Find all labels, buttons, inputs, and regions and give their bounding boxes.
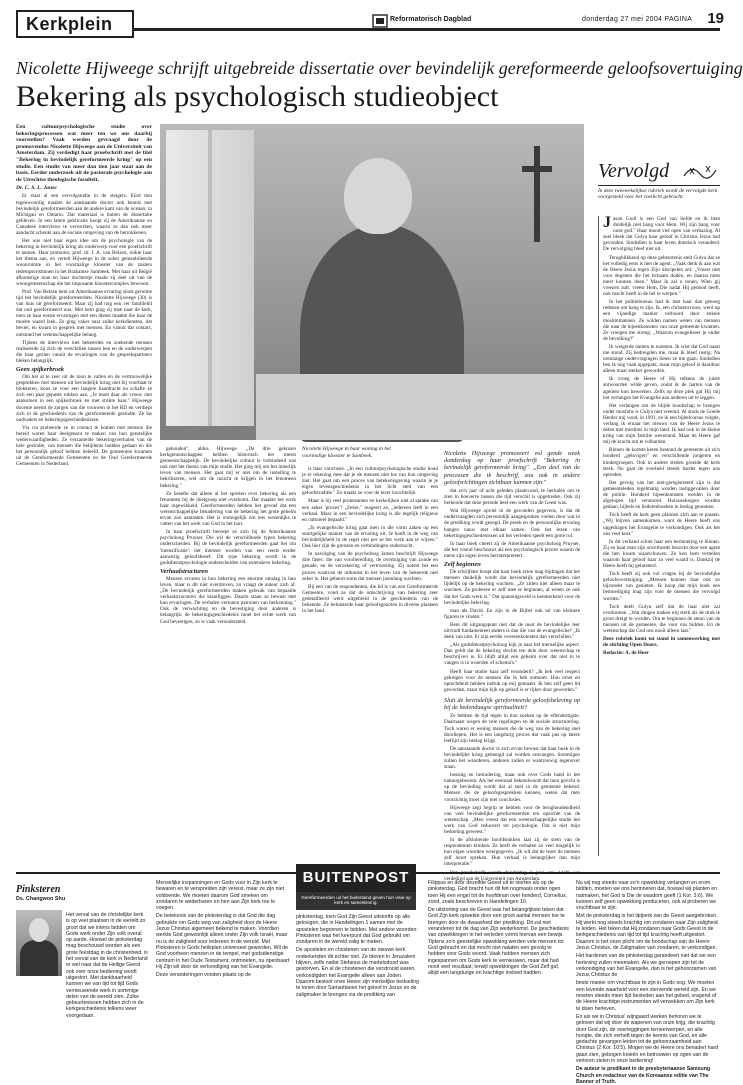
paragraph: Toch deelt Gulya zelf dat de haar niet zal overkomen. „Wat dingen maken mij sterk als de druk te groot dreigt te worden. Om te beginnen de steun van de mensen uit de gemeente, die voor ons bidden. En de wetenschap dat God ons nooit alleen laat." [603, 603, 720, 634]
vervolgd-rule [598, 185, 720, 186]
photo-table [256, 374, 584, 440]
article-byline: Dr. C. S. L. Janse [16, 185, 57, 192]
paragraph: De apostelen en christenen van de nieuwe kerk onderkenden dit echter niet. Ze bleven in Jeruzalem blijven, zelfs nadat Stefanus de martelodood was gestorven. En al de christenen die verstrooid waren, verkondigden het Evangelie alleen aan Joden. Daarom besloot onze Heere zijn merkelijke bedoeling te tonen door Samaritanen het geloof in Jezus en de zaligmaker te brengen via de prediking van [296, 947, 419, 998]
paragraph: Prof. Van Belzen kent uit Amerikaanse ervaring sinds geruime tijd het bevindelijk gereformeerden. Nicolette Hijweege (30) is van huis uit gereformeerd. Maar zij had nog een ver familielid dat oud gereformeerd was. Met hem ging zij mee naar de kerk, toen ze haar eerste ervaringen met een dienst maakte die haar de moeite waard leek. Ze ging vaker naar zulke kerkdiensten, dat beviel, en kwam in gesprek met mensen. En vanuit dat contact, ontstond het wetenschappelijke belang. [16, 288, 152, 338]
paragraph: In dit verband schiet haar een herinnering te binnen. Zij en haar man zijn onverhoeds bezocht door een agent die hen kwam waarschuwen. Ze kon hem vertellen waarom haar geloof haar zo veel waard is. Dankzij de Heere heeft hij geluisterd. [603, 538, 720, 570]
masthead: Reformatorisch Dagblad [390, 16, 472, 23]
paragraph: Menselijke inspanningen en Gods vuur in Zijn kerk te bewaren en te verspreiden zijn vereist, maar ze zijn niet voldoende. We moeten daarom God smeken om zondaren te wederbaren en hen aan Zijn kerk toe te voegen. [156, 880, 285, 912]
subheading: Zelf beginnen [444, 561, 481, 569]
issue-date-text: donderdag 27 mei 2004 [582, 16, 663, 23]
article-column-2 [160, 446, 296, 860]
paragraph: In de afsluitende hoofdstukken laat zij de stem van de respondenten klinken. Ze heeft de verhalen zo veel mogelijk in hun eigen woorden weergegeven. „Ik wil dat de lezer de mensen zelf hoort spreken. Hun verhaal is belangrijker dan mijn interpretatie." [444, 837, 580, 868]
photo-window [166, 130, 254, 426]
paragraph: In haar boek citeert zij de Amerikaanse psycholoog Pruyser, die het vooral beschouwt als een psychologisch proces waarin de mens zijn eigen leven herinterpreteert. [444, 540, 580, 559]
section-label: Kerkplein [26, 14, 113, 34]
paragraph: En als we in Christus' wijngaard werken behoren we te geloven dat wij door de wapenen van onze krijg, die krachtig door God zijn, de overleggingen terneerwerpen, en alle hoogte, die zich verheft tegen de kennis van God, en alle gedachte gevangen leiden tot de gehoorzaamheid aan Christus (2 Kor. 10:5). Mogen we de Heere ons benadert hard gaan zien, gebogen knieën en betrouwen op ogen van de verloren zielen in onze bediening! [576, 1013, 719, 1065]
drop-cap: J [603, 214, 611, 231]
pinksteren-column-1 [66, 912, 148, 1062]
paragraph: is haar conclusie. „In een cultuurpsychologische studie houd je er rekening mee dat je de mensen niet los van hun omgeving ziet. Het gaat om een proces van betekenisgeving waarin je je eigen levensgeschiedenis in het licht stelt van een geloofstraditie." Zo maakt ze voor de lezer inzichtelijk. [302, 466, 438, 497]
pinksteren-header [16, 884, 148, 902]
paragraph: Het verval van de christelijke kerk is op veel plaatsen in de wereld zo groot dat we intens bidden om Gods werk onder Zijn volk overal op aarde. Hoewel de pinksterdag mag beschouwd worden als een grote feestdag in de christenheid, is het verval van de kerk in Nederland er wel naar dat de Heilige Geest ook over onze bediening wordt uitgestort. Met dankbaarheid kunnen we van tijd tot tijd Gods vernieuwende werk in sommige delen van de wereld zien. Zulke gebeurtenissen hebben zich in de kerkgeschiedenis telkens weer voorgedaan. [66, 912, 148, 1019]
paragraph: Ze besefte dat alleen al het spreken over bekering als een fenomeen bij de doelgroep niet overkomt. Dat maakte het werk haar ingewikkeld. Gereformeerden hebben het gevoel dat een wetenschappelijke benadering van de bekering het grote geheim ervan zou aantasten. Het is onmogelijk om iets wezenlijks te vatten van het werk van God in het hart. [160, 490, 296, 528]
pinksteren-column-4 [428, 880, 570, 1062]
paragraph: Bij een van de respondenten, die lid is van een Gereformeerde Gemeente, vond ze dat de omschrijving van bekering zeer gedetailleerd werd uitgebreid in de geschiedenis van de bekeerde. Ze beluisterde haar geloofsgenoten in diverse plaatsen in het land. [302, 583, 438, 615]
paragraph: Het verlangen om de blijde boodschap te brengen onder moslims is Gulya niet vreemd. Al sinds de Goede Herder mij vond, in 1991, en ik een bijbelcursus volgde, verlang ik ernaar het nieuws van de Heere Jezus te delen met moslims in mijn land. Ik had ook in de kleine kring van mijn familie weerstand. Maar de Heere gaf mij de kracht om te volharden. [603, 402, 720, 446]
paragraph: In het politiebureau had ik met haar dan genoeg redenen om bang te zijn. Ik, een christenvrouw, werd op een vijandige manier verhoord door enkele moslimmannen. Ze wilden namen weten van mensen die naar de bijeenkomsten van onze gemeente kwamen. Ze vroegen me streng: „Waarom evangeliseer je onder de bevolking?" [603, 299, 720, 342]
paragraph: „Als godsdienstpsycholoog kijk je naar het menselijke aspect. Dan geldt dat de bekering slechts ten dele door wetenschap te beschrijven is. Er blijft altijd een geheim over dat niet in te vangen is in woorden of schema's." [444, 642, 580, 667]
paragraph: Toch heeft de kerk geen plannen zich aan te passen. „Wij blijven samenkomen, want de Heere heeft ons opgedragen het Evangelie te verkondigen. Ook als het ons veel kost." [603, 512, 720, 537]
page-header [16, 10, 724, 38]
vervolgd-note: Deze rubriek komt tot stand in samenwerking met de stichting Open Doors. [603, 636, 720, 649]
paragraph: bossing en bestudering, maar ook over Gods hand in het natuurgebeuren. Als het eenmaal bekendwordt dat men gericht is op de bevinding wordt dat al snel in de gemeente bekend. Mensen die de geloofsgesprekken kennen, weten dat men voorzichtig moet zijn met conclusies. [444, 772, 580, 803]
paragraph: man als David. En zijn in de Bijbel ook tal van kleinere figuren te vinden." [444, 607, 580, 620]
article-photo [160, 124, 584, 440]
paragraph: Ze hebben de tijd tegen in hun zoeken op de elfendertigste. Daarnaast wegen de vele regelingen en de sociale structurering. Toch waren er weinig mensen die de weg van de bekering snel doorliepen. Het is een langdurig proces dat vaak pas op latere leeftijd zijn beslag krijgt. [444, 713, 580, 744]
paragraph: verdedigd aan de Universiteit van Amsterdam. [444, 875, 541, 882]
article-kicker: Nicolette Hijweege schrijft uitgebreide dissertatie over bevindelijk gereformeerde geloofsovertuiging [16, 58, 743, 78]
paragraph: Met de pinksterdag is het tijdperk van de Geest aangebroken. Hij werkt nog steeds krachtig om zondaren naar Zijn zaligheid te leiden. Het teken dat Hij zondaren naar Gods Geest in de kerkgeschiedenis van tijd tot tijd krachtig heeft uitgestort. Daarom is het onze plicht om de boodschap van de Heere Jezus Christus, de Zaligmaker van zondaren, te verkondigen. [576, 913, 718, 951]
paragraph: Ik vroeg de Heere of Hij telkens de juiste antwoorden wilde geven, zodat ik de harten van de agenten kon bewerken. Zelfs op deze plek gaf Hij mij het verlangen het Evangelie aan anderen uit te leggen. [603, 376, 720, 401]
paragraph: beste manier om vruchtbaar te zijn in Gods oog. We moeten een levende waarheid voor een stervende wereld zijn. En we moeten steeds meer tijd besteden aan het gebed, vragend of de Heere krachtige instrumenten wil verwekken om Zijn kerk te doen herleven. [576, 980, 717, 1012]
page-label: PAGINA [664, 16, 693, 23]
paragraph: Filippus en door dezelfde Geest uit te storten als op de pinksterdag. God bracht hun dit feit nogmaals onder ogen toen Hij een engel tot de hoofdman over honderd, Cornelius, zond, zoals beschreven in Handelingen 10. [428, 880, 568, 905]
paragraph: Om het al te zeer uit de toon te vallen en de vertrouwelijke gesprekken met mensen uit bevindelijk kring niet bij voorbaat te blokkeren, koos ze voor een langere haardracht en schafte ze zich een paar gepaste rokken aan. „Je moet daar als vrouw niet aankomen in een spijkerbroek en met strikte haar." Hijweege docente neemt de zorgen van die vrouwen in het RD en verdiept zich in de geschiedenis van de gereformeerde gezindte. Ze las oudvaders en bekeringsgeschiedenissen. [16, 374, 152, 423]
author-photo-head [29, 918, 49, 942]
paragraph: De schrijfster hoopt dat haar boek ertoe mag bijdragen dat het mensen duidelijk wordt dat bevindelijk gereformeerden niet lijdelijk op de bekering wachten. „Ze zitten niet alleen maar te wachten. Ze proberen er zelf mee te beginnen, al weten ze ook dat het Gods werk is." Dat spanningsveld is kenmerkend voor de bevindelijke beleving. [444, 569, 580, 606]
paragraph: Het was niet haar eigen idee om de psychologie van de bekering in bevindelijk kring als onderwerp voor een proefschrift te nemen. Haar promotor, prof. dr. J. A. van Belzen, reikte haar het thema aan, en vertelt Hijweege in de sober gemeubileerde woonruimte in het voormalige klooster van de zusters redemptoristinnen in het Brabantse Sambeek. Met haar uit België afkomstige man en haar dochtertje maakt zij deel uit van de woongemeenschap die het imposante kloostercomplex bewoont. [16, 238, 152, 287]
article-headline: Bekering als psychologisch studieobject [16, 80, 499, 113]
article-column-4 [444, 446, 580, 882]
paragraph: Deze veranderingen vonden plaats op de [156, 972, 251, 979]
paragraph: Wat Hijweege opviel in de gevonden gegevens, is dat de ondervraagden zich persoonlijk aangesproken voelen door wat in de prediking wordt gezegd. De preek en de persoonlijke ervaring hangen nauw met elkaar samen. Ook het lezen van bekeringsgeschiedenissen uit het verleden speelt een grote rol. [444, 508, 580, 539]
paragraph: Via via probeerde ze in contact te komen met mensen die bereid waren haar deelgenoot te maken van hun geestelijke wederwaardigheden. Ze verzamelde bekeringsverhalen van de hele gezindte, van mensen die belijdenis hadden gedaan en die het persoonlijk geloof hebben beleefd. De gemeenten kwamen uit de Gereformeerde Gemeenten en de Oud Gereformeerde Gemeenten in Nederland. [16, 424, 152, 468]
paragraph: Er staat al een vervolgstudie in de steigers. Eind tien tegenwoordig maakte de aanstaande doctor ook kennis met bevindelijk gereformeerden aan de andere kant van de oceaan: in Michigan en Ontario. Dat materiaal is buiten de dissertatie gebleven. In een latere publicatie hoopt zij de Amerikaanse en Canadese interviews te verwerken, waarin ze dan ook meer aandacht schenkt aan de sociale omgeving van de betrokkenen. [16, 193, 152, 236]
paragraph: „In evangelische kring gaat men in die vorm zaken op een soortgelijke manier van de ervaring uit. Je hoeft in de weg van bevindelijkheid in de regel niet per se het werk aan te wijzen." Ook hier zijn de grenzen en verbindingen onderzocht. [302, 524, 438, 550]
paragraph: Bent dit uitgangspunt niet dat de noot de bevindelijke leer uitvindt fundamenteel anders is dan die van de evangelische? „Ik denk van niet. Er zijn eerder overeenkomsten dan verschillen." [444, 621, 580, 641]
article-column-1 [16, 124, 152, 860]
paragraph-text: ason Godi is een God van liefde en ik bent duidelijk niet bang voor Hem. Wij zijn bang voor onze god." Haar mond viel open van verbazing. Al snel bleek dat Gulya haar geloof in Christus Jezus had gevonden. Sindsdien is haar leven drastisch veranderd. De vervolging bleef niet uit. [603, 216, 720, 253]
paragraph: In haar proefschrift beroept ze zich bij de Amerikaanse psycholoog Pruyser. Die wil de verschillende typen bekering onderscheiden. Bij de bevindelijk gereformeerden gaat het om 'intensificatie': het intenser worden van een reeds eerder aanwezig geloofsbesef. Dit type bekering wordt in de godsdienstpsychologie onderscheiden van extensieve bekering. [160, 529, 296, 566]
paragraph: Hijweege zegt begrip te hebben voor de terughoudendheid van veel bevindelijke gereformeerden ten opzichte van de wetenschap. „Men vreest dat een wetenschappelijke studie het werk van God reduceert tot psychologie. Dat is niet mijn bedoeling geweest." [444, 804, 580, 836]
paragraph: dat zo'n jaar of acht geleden plaatsvond, te herhalen om te zien in hoeverre tussen die tijd verschil is opgetreden. Ook zij herkende dat deze periode heel een werk van de Geest was. [444, 488, 580, 507]
paragraph: Maar is bij veel protestanten en kerkelijken niet al sprake van een zeker 'proces'? „Zeker," reageert ze, „iedereen leeft in een verhaal. Maar in een bevindelijke kring is die tegelijk religieus en cultureel bepaald." [302, 498, 438, 523]
paragraph: De uitstorting van de Geest was het belangrijkste teken dat God Zijn kerk opwekte door een groot aantal mensen toe te brengen door de dwaasheid der prediking. Dit zal niet veranderen tot de dag van Zijn wederkomst. De geschiedenis van opwekkingen in het verleden vormt hiervan een bewijs. Tijdens zo'n geestelijke opwekking werden vele mensen tot God gebracht en dat mocht niet nalaten een gevolg te hebben voor Gods woord. Vaak hebben mensen zich ingespannen om Gods kerk te vernieuwen, maar dat had nooit veel resultaat; terwijl opwekkingen die God Zelf gaf, altijd een langdurige en krachtige invloed hadden. [428, 907, 570, 977]
pinksteren-note: De auteur is predikant in de presbyteriaanse Samsung Church en redacteur van de Koreaanse editie van The Banner of Truth. [576, 1066, 711, 1085]
paragraph: De betekenis van de pinksterdag is dat God die dag gebruikte om Gods weg van zaligheid door de Heere Jezus Christus algemeen bekend te maken. Voordien werkte God gewoonlijk alleen onder Zijn volk Israël, maar nu is de zaligheid voor iedereen in de wereld. Met Pinksteren is Gods heilsplan universeel geworden. Wil de God voorheen mensen in de tempel, met godsdienstige centrum in het Oude Testament, ontmoeten, nu openbaart Hij Zijn wil door de verkondiging van het Evangelie. [156, 913, 290, 970]
pinksteren-title: Pinksteren [16, 884, 61, 895]
pinksteren-column-2 [156, 880, 290, 1062]
subheading: Verhaalstructuren [160, 567, 208, 575]
paragraph: Het gevolg van het niet-geregistreerd zijn is dat gemeenteleden regelmatig worden lastiggevallen door de politie. Honderd bijeenkomsten werden in de afgelopen tijd verstoord. Huiszoekingen worden gedaan, bijbels en liederenboeken in beslag genomen. [603, 479, 720, 511]
photo-caption: Nicolette Hijweege in haar woning in het voormalige klooster te Sambeek. [302, 446, 391, 459]
vervolgd-title: Vervolgd [598, 160, 670, 182]
article-intro: Een cultuurpsychologische studie over bekeringsprocessen wat meer ten we ons daarbij voorstellen? Vaak werden gevraagd door de promovendus Nicolette Hijweege aan de Universiteit van Amsterdam. Zij verdedigt haar proefschrift met de titel "Bekering in bevindelijk gereformeerde kring" op een studie. Een studie van meer dan tien jaar staat aan de basis. Eerder onderzoek uit de pastorale psychologie aan de Utrechtse theologische faculteit. [16, 124, 152, 183]
buitenpost-subtitle: Gereformeerden uit het buitenland geven hun visie op kerk en samenleving. [296, 892, 416, 910]
vervolgd-column [598, 216, 720, 856]
author-photo [16, 910, 62, 976]
paragraph [603, 216, 720, 253]
vervolgd-editor: Redactie: A. de Heer [603, 650, 649, 657]
pinksteren-column-3 [296, 914, 422, 1062]
section-label-box [16, 10, 134, 38]
paragraph: Binnen de kortste keren bestond de gemeente uit zo'n honderd „gelovigen" en verschillende jongeren en kindergroepen. Ook in andere steden groeide de kerk sterk. Nu gaat de overheid steeds harder tegen ons optreden. [603, 447, 720, 478]
page-number: 19 [707, 10, 724, 27]
paragraph: Toch heeft zij ook vol vragen bij de bevindelijke geloofsovertuiging. „Mensen kunnen daar ook zo bijzonder van genieten. Ik hoop dat mijn boek een bemoediging mag zijn voor de mensen die vervolgd worden." [603, 571, 720, 602]
paragraph: Heeft haar studie haar zelf veranderd? „Ik heb veel respect gekregen voor de mensen die ik heb ontmoet. Hun ernst en oprechtheid hebben indruk op mij gemaakt. Ik ben zelf geen lid geworden, maar mijn kijk op geloof is er rijker door geworden." [444, 668, 580, 693]
photo-person-head [344, 158, 412, 234]
paragraph: Terugblikkend op deze gebeurtenis stelt Gulya dat ze het volledig eens is met de agent. „Vaak denk ik aan wat de Heere Jezus tegen Zijn discipelen zei: „Vreest niet voor degenen die het lichaam doden, en daarna niets meer kunnen doen." Maar ik zal u tonen, Wien gij vreezen zult: vreest Hem, Die nadat Hij gedood heeft, ook macht heeft in de hel te werpen." [603, 254, 720, 298]
issue-date [582, 16, 692, 23]
author-photo-body [20, 940, 58, 976]
article-column-3 [302, 466, 438, 860]
paragraph: Het hardenen van de pinksterdag garandeert niet dat we een herleving zullen meemaken. Als we geroepen zijn tot de verkondiging van het Evangelie, dan is het gehoorzamen van Jezus Christus de [576, 953, 717, 979]
paragraph: In navolging van de psycholoog James beschrijft Hijweege drie fases: die van voorbereiding, de overtuiging van zonde en genade, en de verzekering of vertroosting. Zij noemt het een proces waarvan de uitkomst in het leven van de bekeerde niet zeker is. Het gebeurt soms dat mensen jarenlang wachten. [302, 551, 438, 582]
barbed-wire-icon [682, 162, 718, 182]
paragraph: gehouden", aldus Hijweege. „De drie gekozen kerkgenootschappen hebben historisch het meest gemeenschappelijk. De bevindelijke cultuur is verbindend wat ook met het thema van mijn studie. Het ging mij om het innerlijk leven van mensen. Het gaat mij er niet om de instelling te bekritiseren, wel om de inzicht te krijgen in het fenomeen bekering." [160, 446, 296, 489]
newspaper-logo-icon [372, 14, 388, 28]
subheading: Geen spijkerbroek [16, 365, 65, 373]
paragraph: De aanstaande doctor is zich ervan bewust dat haar boek in de bevindelijke kring gemengd zal worden ontvangen. Sommigen zullen het waarderen, anderen zullen er wantrouwig tegenover staan. [444, 745, 580, 771]
pinksteren-byline: Ds. Changwon Shu [16, 896, 66, 902]
crucifix-icon [520, 144, 554, 244]
vervolgd-header [598, 160, 720, 201]
pinksteren-column-5 [576, 880, 720, 1085]
vervolgd-lede: In deze tweewekelijkse rubriek wordt de vervolgde kerk voorgesteld voor het voetlicht gebracht. [598, 188, 718, 201]
paragraph: Ik weigerde namen te noemen. Ik wist dat God naast me stond. Zij bedreigden me, maar ik bleef rustig. Na urenlange ondervragingen lieten ze me gaan. Sindsdien ben ik nog vaak opgepakt, maar mijn geloof is daardoor alleen maar sterker geworden. [603, 343, 720, 375]
pull-quote: Sluit de bevindelijk gereformeerde geloofsbeleving op bij de hedendaagse spiritualiteit? [444, 696, 580, 712]
paragraph: pinksterdag, toen God Zijn Geest uitstortte op alle gelovigen, die in Handelingen 1 samen met de apostelen begonnen te bidden. Met andere woorden: Pinksteren was het keerpunt dat God gebruikt om zondaren in de wereld zalig te maken. [296, 914, 418, 946]
paragraph: Nu wij nog steeds naar zo'n opwekking verlangen en erom bidden, moeten we ons herinneren dat, hoewel wij planten en natmaken, het God is Die de wasdom geeft (1 Kor. 3:6). We kunnen zelf geen opwekking produceren, ook al proberen we vruchtbaar te zijn. [576, 880, 718, 912]
paragraph: Mensen ervaren in hun bekering een enorme omslag in hun leven, maar is dit niet overdreven, zo vraagt de auteur zich af. „De bevindelijk gereformeerden maken gebruik van bepaalde verhaalstructuren die klaarliggen. Daarin staan ze bewust met hun ervaringen. De verhalen vertonen patronen van herkenning." Ook de verwachting en de bevestiging door anderen is belangrijk: de bekeringsgeschiedenis moet het echte werk van God bevestigen, zo is vaak verondersteld. [160, 575, 296, 625]
buitenpost-banner: BUITENPOST [296, 864, 416, 892]
pull-quote: Nicolette Hijweege promoveert vol gende week donderdag op haar proefschrift "Bekering in bevindelijk gereformeerde kring". „Een deel van de processen die ik beschrijf, zou ook in andere geloofsrichtingen zichtbaar kunnen zijn." [444, 450, 580, 486]
paragraph: Tijdens de interviews met bekeerden en zoekende mensen realiseerde zij zich de verschillen tussen hen en de onderwerpen die haar gezien vanuit de ervaringen van de gesprekspartners bleken belangrijk. [16, 339, 152, 364]
